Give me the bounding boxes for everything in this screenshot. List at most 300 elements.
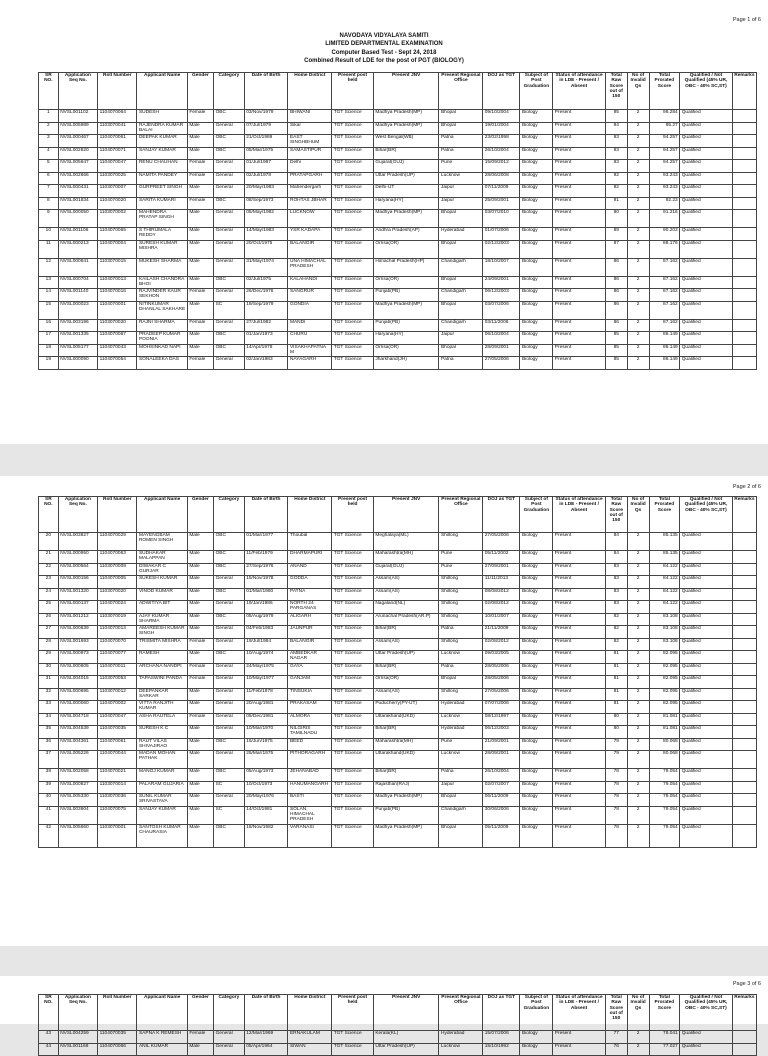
cell-app-seq: NVSL000973: [58, 651, 97, 664]
cell-dob: 18/Nov/1982: [244, 824, 288, 847]
cell-regional-office: Chandigarh: [439, 806, 483, 824]
cell-doj-tgt: 19/01/2004: [483, 122, 520, 135]
cell-qualified-status: Qualified: [680, 289, 733, 302]
results-table: [38, 496, 757, 848]
cell-qualified-status: Qualified: [680, 1031, 733, 1044]
cell-category: General: [214, 676, 245, 689]
cell-present-post: TGT Science: [332, 1043, 374, 1056]
table-row: [39, 210, 757, 228]
cell-dob: 21/Oct/1989: [244, 135, 288, 148]
cell-regional-office: Shillong: [439, 533, 483, 551]
cell-pg-subject: Biology: [520, 676, 553, 689]
cell-present-jnv: Rajasthan(RAJ): [373, 781, 439, 794]
cell-prorated-score: 87.162: [649, 301, 680, 319]
cell-raw-score: 80: [605, 713, 627, 726]
cell-present-post: TGT Science: [332, 240, 374, 258]
cell-regional-office: Shillong: [439, 601, 483, 614]
cell-remarks: [732, 301, 756, 319]
cell-pg-subject: Biology: [520, 135, 553, 148]
cell-pg-subject: Biology: [520, 1043, 553, 1056]
cell-attendance: Present: [553, 563, 606, 576]
cell-sr-no: 6: [39, 172, 59, 185]
cell-pg-subject: Biology: [520, 1031, 553, 1044]
cell-regional-office: Hyderabad: [439, 726, 483, 739]
cell-present-post: TGT Science: [332, 319, 374, 332]
cell-regional-office: Hyderabad: [439, 1031, 483, 1044]
cell-app-seq: NVSL000841: [58, 258, 97, 276]
cell-doj-tgt: 23/02/1998: [483, 135, 520, 148]
cell-raw-score: 86: [605, 319, 627, 332]
cell-applicant-name: VINOD KUMAR: [137, 588, 187, 601]
cell-sr-no: 38: [39, 769, 59, 782]
column-header-applicant-name: Applicant Name: [137, 73, 187, 110]
cell-pg-subject: Biology: [520, 751, 553, 769]
column-header-regional-office: Present Regional Office: [439, 73, 483, 110]
cell-app-seq: NVSL003196: [58, 319, 97, 332]
cell-doj-tgt: 01/07/2006: [483, 228, 520, 241]
cell-doj-tgt: 06/12/2003: [483, 289, 520, 302]
cell-raw-score: 78: [605, 806, 627, 824]
cell-category: General: [214, 172, 245, 185]
cell-present-post: TGT Science: [332, 185, 374, 198]
cell-home-district: Sikar: [288, 122, 332, 135]
cell-attendance: Present: [553, 301, 606, 319]
cell-raw-score: 81: [605, 688, 627, 701]
cell-doj-tgt: 09/10/2004: [483, 110, 520, 123]
cell-sr-no: 24: [39, 588, 59, 601]
cell-dob: 02/Jul/1978: [244, 172, 288, 185]
cell-prorated-score: 80.068: [649, 738, 680, 751]
cell-category: General: [214, 726, 245, 739]
column-header-app-seq: Application Seq No.: [58, 497, 97, 533]
cell-dob: 10/Aug/1974: [244, 651, 288, 664]
cell-raw-score: 93: [605, 135, 627, 148]
cell-applicant-name: RAUT VILAS SHIVAJIRAO: [137, 738, 187, 751]
cell-dob: 12/Mar/1969: [244, 1031, 288, 1044]
cell-present-post: TGT Science: [332, 638, 374, 651]
cell-pg-subject: Biology: [520, 147, 553, 160]
cell-present-jnv: Madhya Pradesh(MP): [373, 122, 439, 135]
cell-doj-tgt: 27/05/2006: [483, 357, 520, 370]
column-header-present-jnv: Present JNV: [373, 995, 439, 1031]
cell-attendance: Present: [553, 676, 606, 689]
table-row: [39, 197, 757, 210]
cell-attendance: Present: [553, 228, 606, 241]
table-row: [39, 301, 757, 319]
table-row: [39, 344, 757, 357]
cell-raw-score: 87: [605, 240, 627, 258]
cell-present-post: TGT Science: [332, 576, 374, 589]
cell-home-district: VARANASI: [288, 824, 332, 847]
cell-sr-no: 27: [39, 626, 59, 639]
cell-applicant-name: SURESH KUMAR MISHRA: [137, 240, 187, 258]
cell-roll-number: 1104070021: [98, 769, 137, 782]
cell-prorated-score: 80.068: [649, 751, 680, 769]
cell-attendance: Present: [553, 185, 606, 198]
cell-present-jnv: Uttar Pradesh(UP): [373, 651, 439, 664]
cell-gender: Male: [187, 258, 213, 276]
cell-home-district: VISAKHAPATNAM: [288, 344, 332, 357]
column-header-attendance: Status of attendance in LDE - Present / Absent: [553, 497, 606, 533]
cell-regional-office: Patna: [439, 626, 483, 639]
cell-applicant-name: GURPREET SINGH: [137, 185, 187, 198]
cell-gender: Male: [187, 769, 213, 782]
cell-category: General: [214, 663, 245, 676]
column-header-qualified-status: Qualified / Not Qualified (45% UR, OBC - 40% SC,ST): [680, 497, 733, 533]
cell-roll-number: 1104070077: [98, 651, 137, 664]
cell-present-jnv: Bihar(BR): [373, 147, 439, 160]
cell-invalid-qs: 2: [627, 160, 649, 173]
cell-pg-subject: Biology: [520, 344, 553, 357]
cell-present-post: TGT Science: [332, 563, 374, 576]
cell-qualified-status: Qualified: [680, 676, 733, 689]
cell-doj-tgt: 15/10/1992: [483, 1043, 520, 1056]
cell-sr-no: 23: [39, 576, 59, 589]
cell-app-seq: NVSL000704: [58, 276, 97, 289]
cell-attendance: Present: [553, 197, 606, 210]
column-header-raw-score: Total Raw Score out of 150: [605, 497, 627, 533]
cell-sr-no: 44: [39, 1043, 59, 1056]
cell-sr-no: 8: [39, 197, 59, 210]
cell-applicant-name: RENU CHAUHAN: [137, 160, 187, 173]
cell-category: OBC: [214, 551, 245, 564]
cell-gender: Female: [187, 638, 213, 651]
cell-present-post: TGT Science: [332, 781, 374, 794]
cell-remarks: [732, 794, 756, 807]
cell-roll-number: 1104070001: [98, 301, 137, 319]
table-row: [39, 357, 757, 370]
cell-raw-score: 78: [605, 781, 627, 794]
cell-home-district: ERNAKULAM: [288, 1031, 332, 1044]
cell-applicant-name: ADWITIYA BIT: [137, 601, 187, 614]
column-header-category: Category: [214, 73, 245, 110]
cell-raw-score: 92: [605, 172, 627, 185]
cell-remarks: [732, 563, 756, 576]
cell-roll-number: 1104070002: [98, 701, 137, 714]
cell-pg-subject: Biology: [520, 794, 553, 807]
cell-invalid-qs: 2: [627, 576, 649, 589]
cell-raw-score: 86: [605, 301, 627, 319]
cell-invalid-qs: 2: [627, 301, 649, 319]
cell-remarks: [732, 1043, 756, 1056]
cell-prorated-score: 79.054: [649, 781, 680, 794]
cell-prorated-score: 85.135: [649, 533, 680, 551]
cell-remarks: [732, 240, 756, 258]
cell-applicant-name: AJAY KUMAR SHARMA: [137, 613, 187, 626]
cell-home-district: PRAKASAM: [288, 701, 332, 714]
cell-present-jnv: Gujarat(GUJ): [373, 563, 439, 576]
cell-remarks: [732, 533, 756, 551]
column-header-gender: Gender: [187, 73, 213, 110]
cell-doj-tgt: 28/09/2001: [483, 751, 520, 769]
cell-attendance: Present: [553, 701, 606, 714]
cell-present-jnv: Madhya Pradesh(MP): [373, 301, 439, 319]
cell-present-post: TGT Science: [332, 626, 374, 639]
cell-roll-number: 1104070035: [98, 1031, 137, 1044]
cell-invalid-qs: 2: [627, 563, 649, 576]
table-row: [39, 258, 757, 276]
cell-pg-subject: Biology: [520, 301, 553, 319]
table-row: [39, 781, 757, 794]
table-row: [39, 1043, 757, 1056]
cell-invalid-qs: 2: [627, 794, 649, 807]
cell-qualified-status: Qualified: [680, 172, 733, 185]
cell-regional-office: Bhopal: [439, 276, 483, 289]
cell-present-post: TGT Science: [332, 1031, 374, 1044]
cell-category: General: [214, 601, 245, 614]
cell-home-district: SAMASTIPUR: [288, 147, 332, 160]
cell-present-jnv: Orrisa(OR): [373, 240, 439, 258]
cell-app-seq: NVSL001140: [58, 289, 97, 302]
cell-raw-score: 93: [605, 147, 627, 160]
column-header-present-jnv: Present JNV: [373, 497, 439, 533]
cell-app-seq: NVSL004718: [58, 713, 97, 726]
cell-category: General: [214, 626, 245, 639]
cell-gender: Male: [187, 794, 213, 807]
cell-applicant-name: SAPNA K REMESH: [137, 1031, 187, 1044]
cell-present-jnv: Punjab(PB): [373, 806, 439, 824]
cell-doj-tgt: 28/09/2001: [483, 344, 520, 357]
cell-applicant-name: MOHSINKAD NAPI: [137, 344, 187, 357]
table-header-row: [39, 73, 757, 110]
cell-remarks: [732, 701, 756, 714]
cell-present-post: TGT Science: [332, 726, 374, 739]
cell-dob: 02/Jul/1975: [244, 276, 288, 289]
cell-app-seq: NVSL001102: [58, 110, 97, 123]
table-row: [39, 319, 757, 332]
cell-qualified-status: Qualified: [680, 110, 733, 123]
cell-present-post: TGT Science: [332, 713, 374, 726]
cell-roll-number: 1104070063: [98, 551, 137, 564]
cell-roll-number: 1104070011: [98, 663, 137, 676]
cell-gender: Male: [187, 601, 213, 614]
cell-present-post: TGT Science: [332, 651, 374, 664]
page-number: Page 1 of 6: [732, 17, 761, 23]
column-header-present-jnv: Present JNV: [373, 73, 439, 110]
cell-sr-no: 35: [39, 726, 59, 739]
cell-sr-no: 26: [39, 613, 59, 626]
cell-dob: 05/Apr/1964: [244, 1043, 288, 1056]
cell-prorated-score: 94.257: [649, 147, 680, 160]
cell-present-jnv: Haryana(HY): [373, 197, 439, 210]
cell-roll-number: 1104070005: [98, 576, 137, 589]
cell-attendance: Present: [553, 626, 606, 639]
cell-present-jnv: Meghalaya(ML): [373, 533, 439, 551]
cell-applicant-name: ARCHANA NANDPI: [137, 663, 187, 676]
cell-roll-number: 1103070020: [98, 588, 137, 601]
cell-regional-office: Patna: [439, 769, 483, 782]
cell-roll-number: 1103070001: [98, 824, 137, 847]
cell-attendance: Present: [553, 551, 606, 564]
cell-regional-office: Patna: [439, 663, 483, 676]
cell-home-district: GAYA: [288, 663, 332, 676]
table-row: [39, 122, 757, 135]
cell-dob: 05/Mar/1975: [244, 147, 288, 160]
cell-gender: Male: [187, 122, 213, 135]
cell-applicant-name: SONALEEKA DAS: [137, 357, 187, 370]
cell-app-seq: NVSL000090: [58, 357, 97, 370]
page-1: [0, 0, 768, 444]
column-header-roll-number: Roll Number: [98, 497, 137, 533]
cell-remarks: [732, 344, 756, 357]
cell-remarks: [732, 332, 756, 345]
cell-roll-number: 1104070071: [98, 147, 137, 160]
cell-home-district: TINSUKIA: [288, 688, 332, 701]
cell-doj-tgt: 28/06/2008: [483, 172, 520, 185]
cell-category: OBC: [214, 276, 245, 289]
cell-sr-no: 5: [39, 160, 59, 173]
cell-applicant-name: RAMESH: [137, 651, 187, 664]
cell-present-post: TGT Science: [332, 601, 374, 614]
cell-pg-subject: Biology: [520, 319, 553, 332]
cell-qualified-status: Qualified: [680, 769, 733, 782]
cell-invalid-qs: 2: [627, 688, 649, 701]
cell-attendance: Present: [553, 781, 606, 794]
cell-category: OBC: [214, 197, 245, 210]
table-row: [39, 240, 757, 258]
cell-present-post: TGT Science: [332, 197, 374, 210]
cell-dob: 01/Mar/1977: [244, 533, 288, 551]
cell-qualified-status: Qualified: [680, 135, 733, 148]
cell-applicant-name: SARITA KUMARI: [137, 197, 187, 210]
cell-qualified-status: Qualified: [680, 688, 733, 701]
cell-app-seq: NVSL000695: [58, 688, 97, 701]
cell-present-post: TGT Science: [332, 676, 374, 689]
cell-app-seq: NVSL001335: [58, 332, 97, 345]
cell-home-district: JEHANABAD: [288, 769, 332, 782]
cell-doj-tgt: 30/06/2006: [483, 806, 520, 824]
cell-qualified-status: Qualified: [680, 228, 733, 241]
cell-roll-number: 1104070013: [98, 276, 137, 289]
cell-app-seq: NVSL002820: [58, 147, 97, 160]
cell-gender: Male: [187, 301, 213, 319]
table-row: [39, 806, 757, 824]
cell-doj-tgt: 15/09/2012: [483, 160, 520, 173]
cell-app-seq: NVSL001834: [58, 197, 97, 210]
cell-prorated-score: 83.108: [649, 626, 680, 639]
column-header-invalid-qs: No of Invalid Qs: [627, 497, 649, 533]
cell-prorated-score: 86.149: [649, 344, 680, 357]
cell-doj-tgt: 06/12/2003: [483, 726, 520, 739]
cell-attendance: Present: [553, 806, 606, 824]
cell-prorated-score: 91.216: [649, 210, 680, 228]
cell-doj-tgt: 21/09/2001: [483, 738, 520, 751]
cell-home-district: Thoubal: [288, 533, 332, 551]
cell-dob: 05/Aug/1973: [244, 769, 288, 782]
cell-app-seq: NVSL004259: [58, 1031, 97, 1044]
table-row: [39, 551, 757, 564]
table-row: [39, 533, 757, 551]
cell-category: General: [214, 185, 245, 198]
cell-regional-office: Shillong: [439, 588, 483, 601]
cell-regional-office: Bhopal: [439, 301, 483, 319]
page-2: [0, 476, 768, 946]
cell-pg-subject: Biology: [520, 228, 553, 241]
cell-applicant-name: MAYENGBAM ROMEN SINGH: [137, 533, 187, 551]
cell-doj-tgt: 02/08/2012: [483, 638, 520, 651]
cell-remarks: [732, 160, 756, 173]
column-header-doj-tgt: DOJ as TGT: [483, 995, 520, 1031]
cell-gender: Female: [187, 676, 213, 689]
table-row: [39, 626, 757, 639]
cell-category: General: [214, 638, 245, 651]
cell-category: OBC: [214, 588, 245, 601]
cell-applicant-name: SUDESH: [137, 110, 187, 123]
cell-roll-number: 1103070053: [98, 676, 137, 689]
cell-applicant-name: MAHENDRA PRATAP SINGH: [137, 210, 187, 228]
cell-applicant-name: ASHA RAUTELA: [137, 713, 187, 726]
cell-pg-subject: Biology: [520, 289, 553, 302]
cell-home-district: YSR KADAPA: [288, 228, 332, 241]
cell-attendance: Present: [553, 110, 606, 123]
column-header-home-district: Home District: [288, 73, 332, 110]
cell-doj-tgt: 03/11/2006: [483, 319, 520, 332]
cell-prorated-score: 79.054: [649, 794, 680, 807]
cell-category: OBC: [214, 563, 245, 576]
cell-qualified-status: Qualified: [680, 160, 733, 173]
cell-present-jnv: Assam(AS): [373, 638, 439, 651]
cell-raw-score: 83: [605, 601, 627, 614]
table-row: [39, 110, 757, 123]
cell-present-jnv: Bihar(BR): [373, 769, 439, 782]
cell-pg-subject: Biology: [520, 276, 553, 289]
cell-app-seq: NVSL004539: [58, 726, 97, 739]
table-row: [39, 276, 757, 289]
table-row: [39, 172, 757, 185]
cell-doj-tgt: 27/09/2001: [483, 563, 520, 576]
cell-doj-tgt: 05/11/2002: [483, 551, 520, 564]
cell-roll-number: 1103070002: [98, 210, 137, 228]
cell-remarks: [732, 197, 756, 210]
cell-roll-number: 1104070029: [98, 533, 137, 551]
column-header-dob: Date of Birth: [244, 497, 288, 533]
column-header-home-district: Home District: [288, 995, 332, 1031]
cell-raw-score: 86: [605, 276, 627, 289]
cell-qualified-status: Qualified: [680, 738, 733, 751]
cell-qualified-status: Qualified: [680, 1043, 733, 1056]
cell-prorated-score: 84.122: [649, 601, 680, 614]
cell-pg-subject: Biology: [520, 210, 553, 228]
cell-prorated-score: 87.162: [649, 276, 680, 289]
cell-prorated-score: 92.23: [649, 197, 680, 210]
cell-remarks: [732, 1031, 756, 1044]
cell-attendance: Present: [553, 319, 606, 332]
table-row: [39, 824, 757, 847]
cell-remarks: [732, 147, 756, 160]
cell-remarks: [732, 713, 756, 726]
cell-home-district: Delhi: [288, 160, 332, 173]
cell-roll-number: 1103070019: [98, 613, 137, 626]
cell-applicant-name: DEEPANKAR SARKAR: [137, 688, 187, 701]
cell-category: General: [214, 713, 245, 726]
cell-invalid-qs: 2: [627, 147, 649, 160]
cell-prorated-score: 87.162: [649, 258, 680, 276]
cell-doj-tgt: 21/11/2009: [483, 626, 520, 639]
cell-home-district: ROHTAS JBHAR: [288, 197, 332, 210]
cell-present-jnv: Orrisa(OR): [373, 676, 439, 689]
cell-app-seq: NVSL000156: [58, 576, 97, 589]
table-row: [39, 147, 757, 160]
table-row: [39, 738, 757, 751]
cell-pg-subject: Biology: [520, 688, 553, 701]
table-row: [39, 651, 757, 664]
cell-home-district: ALIGARH: [288, 613, 332, 626]
cell-applicant-name: DEEPAK KUMAR: [137, 135, 187, 148]
cell-present-jnv: Madhya Pradesh(MP): [373, 824, 439, 847]
cell-sr-no: 32: [39, 688, 59, 701]
cell-present-jnv: Arunachal Pradesh(AR.P): [373, 613, 439, 626]
cell-prorated-score: 90.203: [649, 228, 680, 241]
